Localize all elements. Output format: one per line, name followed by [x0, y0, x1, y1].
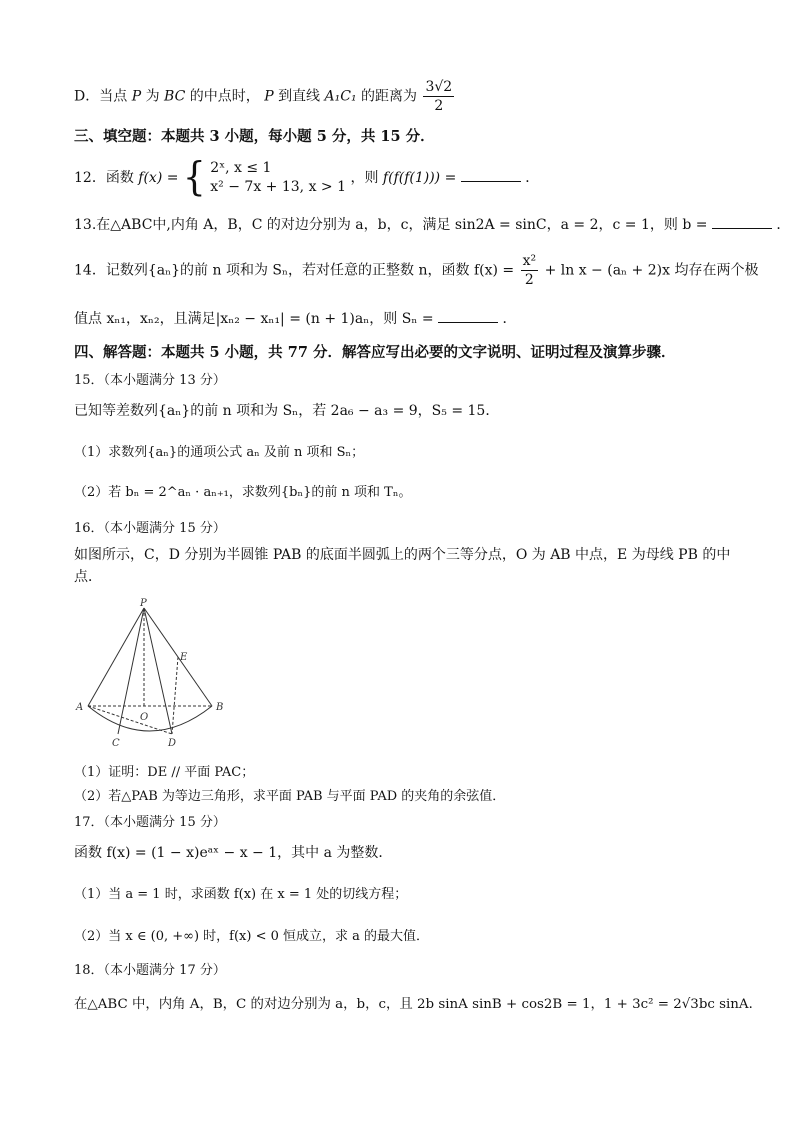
case-2: x² − 7x + 13, x > 1: [210, 179, 347, 195]
q15-head: 15．（本小题满分 13 分）: [74, 373, 226, 388]
label-c: C: [112, 738, 120, 748]
option-d-prefix: D．当点: [74, 88, 128, 105]
q12-expression: f(f(f(1))) =: [382, 170, 457, 186]
answer-blank[interactable]: [712, 214, 772, 229]
q12-text: ，则: [350, 170, 379, 186]
brace-icon: {: [182, 154, 206, 200]
question-14-line-2: [74, 308, 764, 330]
fraction-numerator: x²: [522, 253, 537, 269]
option-d-text: 为: [145, 88, 160, 105]
q15-part-1: （1）求数列{aₙ}的通项公式 aₙ 及前 n 项和 Sₙ；: [74, 445, 365, 460]
q16-head: 16．（本小题满分 15 分）: [74, 521, 226, 536]
case-1: 2ˣ, x ≤ 1: [210, 160, 272, 176]
q14-text: 值点 xₙ₁，xₙ₂，且满足|xₙ₂ − xₙ₁| = (n + 1)aₙ，则 Sₙ =: [74, 311, 434, 327]
q15-part-2: （2）若 bₙ = 2^aₙ · aₙ₊₁，求数列{bₙ}的前 n 项和 Tₙ。: [74, 485, 412, 500]
q17-head: 17．（本小题满分 15 分）: [74, 815, 226, 830]
option-d-text: 的中点时，: [189, 88, 260, 105]
fraction-numerator: 3√2: [425, 79, 453, 95]
label-d: D: [168, 738, 177, 748]
q18-head: 18．（本小题满分 17 分）: [74, 963, 226, 978]
segment-ed: [172, 657, 178, 734]
fraction-denominator: 2: [524, 272, 534, 288]
segment-ad: [88, 706, 172, 734]
q17-part-1: （1）当 a = 1 时，求函数 f(x) 在 x = 1 处的切线方程；: [74, 887, 408, 902]
base-arc: [88, 706, 212, 731]
section-3-title: 三、填空题：本题共 3 小题，每小题 5 分，共 15 分．: [74, 128, 435, 145]
q14-text: + ln x − (aₙ + 2)x 均存在两个极: [544, 262, 759, 279]
q14-end: ．: [502, 311, 517, 327]
segment-bc: BC: [164, 88, 186, 105]
q14-fraction: [521, 252, 539, 289]
q16-stem-1: 如图所示，C，D 分别为半圆锥 PAB 的底面半圆弧上的两个三等分点，O 为 AB 中点，E 为母线 PB 的中: [74, 547, 731, 563]
q16-stem-2: 点．: [74, 569, 102, 585]
q14-text: 14．记数列{aₙ}的前 n 项和为 Sₙ，若对任意的正整数 n，函数 f(x) =: [74, 262, 515, 279]
label-o: O: [140, 712, 149, 723]
point-p: P: [264, 88, 274, 105]
line-a1c1: A₁C₁: [324, 88, 357, 105]
q13-end: ．: [776, 217, 791, 233]
option-d-text: 的距离为: [361, 88, 418, 105]
option-d: [74, 78, 764, 115]
section-4-title: 四、解答题：本题共 5 小题，共 77 分．解答应写出必要的文字说明、证明过程及演算步骤．: [74, 344, 676, 361]
q12-prefix: 12．函数: [74, 170, 134, 186]
label-b: B: [216, 702, 224, 713]
q17-part-2: （2）当 x ∈ (0, +∞) 时，f(x) < 0 恒成立，求 a 的最大值．: [74, 929, 430, 944]
question-13: [74, 214, 791, 236]
option-d-text: 到直线: [278, 88, 321, 105]
question-12: [74, 154, 764, 200]
q16-part-2: （2）若△PAB 为等边三角形，求平面 PAB 与平面 PAD 的夹角的余弦值．: [74, 789, 506, 804]
fraction-denominator: 2: [434, 98, 444, 114]
answer-blank[interactable]: [438, 308, 498, 323]
q12-function: f(x) =: [138, 170, 179, 186]
q12-end: ．: [525, 170, 540, 186]
q13-text: 13.在△ABC中,内角 A，B，C 的对边分别为 a，b，c，满足 sin2A = sinC，a = 2，c = 1，则 b =: [74, 217, 708, 233]
q15-stem: 已知等差数列{aₙ}的前 n 项和为 Sₙ，若 2a₆ − a₃ = 9，S₅ = 15．: [74, 403, 500, 419]
half-cone-figure: [74, 596, 224, 748]
label-e: E: [180, 652, 188, 663]
point-p: P: [131, 88, 142, 105]
answer-blank[interactable]: [461, 167, 521, 182]
q17-stem: 函数 f(x) = (1 − x)eᵃˣ − x − 1，其中 a 为整数．: [74, 845, 393, 861]
q16-part-1: （1）证明：DE // 平面 PAC；: [74, 765, 255, 780]
edge-pa: [88, 608, 144, 706]
question-14-line-1: [74, 252, 764, 289]
label-a: A: [76, 702, 84, 713]
q18-stem: 在△ABC 中，内角 A，B，C 的对边分别为 a，b，c，且 2b sinA sinB + cos2B = 1，1 + 3c² = 2√3bc sinA．: [74, 997, 762, 1012]
label-p: P: [140, 598, 147, 609]
distance-fraction: [423, 78, 454, 115]
piecewise-cases: [210, 159, 346, 197]
